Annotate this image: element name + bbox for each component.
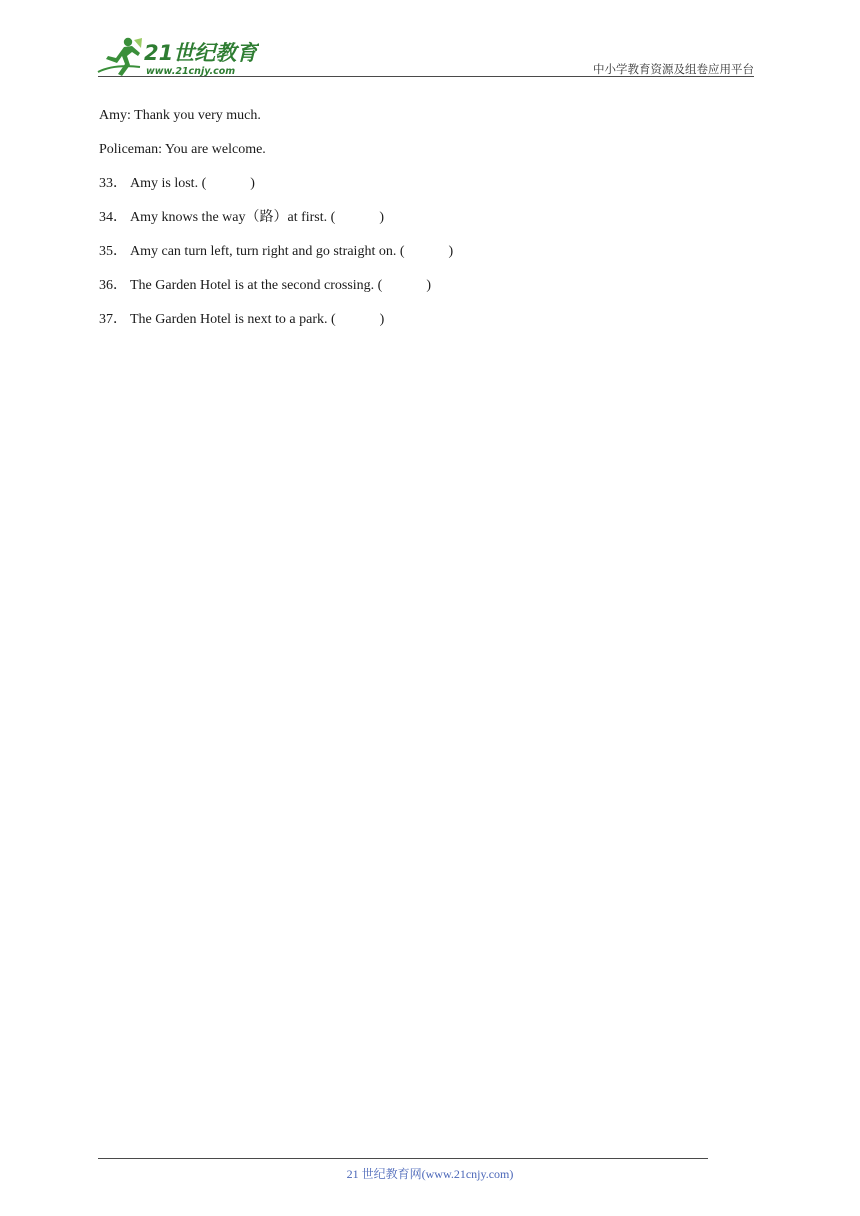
footer-divider [98,1158,708,1159]
question-number: 34． [99,210,127,225]
header-divider [98,76,754,77]
question-close: ) [379,312,385,327]
question-text: Amy can turn left, turn right and go straight on. ( [130,244,405,259]
question-number: 35． [99,244,127,259]
header-tagline: 中小学教育资源及组卷应用平台 [593,62,754,76]
question-text: The Garden Hotel is next to a park. ( [130,312,336,327]
question-number: 33． [99,176,127,191]
logo-url-text: www.21cnjy.com [146,66,236,77]
question-37 [99,311,384,329]
question-text: The Garden Hotel is at the second crossing. ( [130,278,383,293]
question-text: Amy is lost. ( [130,176,207,191]
question-number: 37． [99,312,127,327]
question-34 [99,209,384,227]
logo-brand-text: 21世纪教育 [144,41,258,65]
question-close: ) [250,176,255,191]
question-33 [99,175,255,193]
question-35 [99,243,453,261]
question-text: Amy knows the way（路）at first. ( [130,210,336,225]
question-close: ) [426,278,431,293]
runner-icon [98,38,142,76]
question-number: 36． [99,278,127,293]
dialogue-line-policeman: Policeman: You are welcome. [99,142,266,157]
site-logo [94,34,259,78]
question-close: ) [379,210,384,225]
footer-link[interactable]: 21 世纪教育网(www.21cnjy.com) [346,1167,514,1181]
question-close: ) [448,244,454,259]
dialogue-line-amy: Amy: Thank you very much. [99,108,261,123]
question-36 [99,277,431,295]
